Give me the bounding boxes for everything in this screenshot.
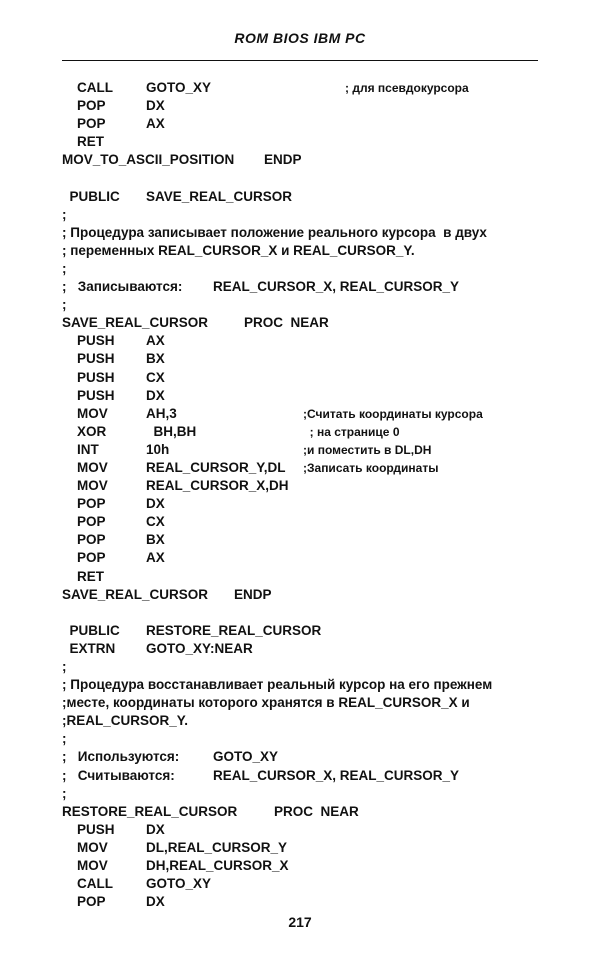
code-label: MOV [62,459,108,475]
code-label: MOV [62,858,108,874]
code-line [62,658,542,676]
code-label: ; Записываются: [62,279,183,295]
header-rule [62,60,538,61]
code-label: PUSH [62,387,115,403]
code-operand: AH,3 [146,405,177,421]
code-line [62,79,542,97]
code-label: RET [62,568,105,584]
code-operand: CX [146,369,165,385]
code-line [62,133,542,151]
code-line [62,332,542,350]
code-operand: AX [146,550,165,566]
code-line [62,821,542,839]
code-line [62,169,542,187]
code-label: ; [62,260,67,276]
code-comment: ; на странице 0 [303,424,400,439]
code-directive: ENDP [234,586,272,602]
code-label: PUSH [62,821,115,837]
code-line [62,206,542,224]
code-operand: AX [146,116,165,132]
code-line [62,676,542,694]
code-line [62,278,542,296]
code-line [62,224,542,242]
code-operand: BX [146,351,165,367]
code-line [62,405,542,423]
code-label: PUSH [62,333,115,349]
code-line [62,549,542,567]
code-line [62,513,542,531]
code-operand: DL,REAL_CURSOR_Y [146,839,288,855]
code-operand: DX [146,387,165,403]
code-directive: PROC NEAR [244,315,329,331]
code-label: POP [62,496,106,512]
code-operand: DX [146,98,165,114]
code-label: ;REAL_CURSOR_Y. [62,713,189,729]
code-label: POP [62,550,106,566]
code-line [62,568,542,586]
code-directive: REAL_CURSOR_X, REAL_CURSOR_Y [213,767,460,783]
code-label: MOV [62,478,108,494]
code-line [62,748,542,766]
code-line [62,730,542,748]
code-comment: ;Записать координаты [303,460,439,475]
code-label: CALL [62,876,113,892]
code-line [62,387,542,405]
code-line [62,477,542,495]
code-line [62,151,542,169]
code-line [62,441,542,459]
code-line [62,188,542,206]
code-line [62,296,542,314]
code-label: ; Процедура восстанавливает реальный курсор на его прежнем [62,677,493,693]
code-label: ; Используются: [62,749,180,765]
code-operand: REAL_CURSOR_Y,DL [146,459,286,475]
code-line [62,495,542,513]
code-line [62,712,542,730]
code-operand: BH,BH [146,423,197,439]
code-operand: GOTO_XY:NEAR [146,640,253,656]
code-line [62,857,542,875]
code-label: POP [62,894,106,910]
code-directive: REAL_CURSOR_X, REAL_CURSOR_Y [213,279,460,295]
code-label: MOV [62,405,108,421]
code-line [62,586,542,604]
code-label: RET [62,134,105,150]
code-operand: REAL_CURSOR_X,DH [146,478,289,494]
code-comment: ; для псевдокурсора [345,81,469,95]
code-line [62,350,542,368]
code-line [62,785,542,803]
code-line [62,314,542,332]
code-operand: BX [146,532,165,548]
code-line [62,803,542,821]
code-directive: PROC NEAR [274,803,359,819]
code-label: RESTORE_REAL_CURSOR [62,803,238,819]
code-label: PUSH [62,369,115,385]
code-line [62,640,542,658]
code-comment: ;и поместить в DL,DH [303,442,432,457]
code-label: ; Считываются: [62,767,175,783]
code-label: POP [62,116,106,132]
code-operand: DX [146,894,165,910]
code-listing [62,79,542,911]
code-line [62,694,542,712]
code-directive: GOTO_XY [213,749,279,765]
code-label: SAVE_REAL_CURSOR [62,315,209,331]
code-line [62,242,542,260]
code-line [62,622,542,640]
code-operand: DH,REAL_CURSOR_X [146,858,289,874]
code-operand: GOTO_XY [146,80,212,95]
code-label: INT [62,441,99,457]
code-line [62,604,542,622]
code-line [62,875,542,893]
code-label: CALL [62,80,113,95]
code-label: POP [62,98,106,114]
code-line [62,767,542,785]
code-label: MOV_TO_ASCII_POSITION [62,152,235,168]
code-line [62,369,542,387]
code-label: MOV [62,839,108,855]
code-operand: SAVE_REAL_CURSOR [146,188,293,204]
code-label: SAVE_REAL_CURSOR [62,586,209,602]
code-operand: DX [146,496,165,512]
running-header: ROM BIOS IBM PC [234,30,366,46]
code-label: ; [62,297,67,313]
code-operand: RESTORE_REAL_CURSOR [146,622,322,638]
code-operand: AX [146,333,165,349]
code-label: ; Процедура записывает положение реального курсора в двух [62,224,487,240]
code-line [62,459,542,477]
code-label: ; [62,659,67,674]
code-label: PUBLIC [62,188,120,204]
code-line [62,260,542,278]
code-operand: GOTO_XY [146,876,212,892]
code-operand: DX [146,821,165,837]
code-operand: 10h [146,441,170,457]
code-line [62,97,542,115]
code-label: POP [62,532,106,548]
code-label: XOR [62,423,107,439]
code-directive: ENDP [264,152,302,168]
code-label: ; [62,731,67,747]
code-label: PUSH [62,351,115,367]
page-number: 217 [288,914,312,930]
code-label: EXTRN [62,640,116,656]
code-label: PUBLIC [62,622,120,638]
code-line [62,115,542,133]
code-line [62,839,542,857]
code-line [62,423,542,441]
code-line [62,531,542,549]
code-label: ; переменных REAL_CURSOR_X и REAL_CURSOR_Y. [62,242,415,258]
code-label: POP [62,514,106,530]
code-label: ; [62,206,67,222]
code-comment: ;Считать координаты курсора [303,406,483,421]
code-line [62,893,542,911]
code-operand: CX [146,514,165,530]
code-label: ; [62,785,67,801]
code-label: ;месте, координаты которого хранятся в REAL_CURSOR_X и [62,695,470,711]
